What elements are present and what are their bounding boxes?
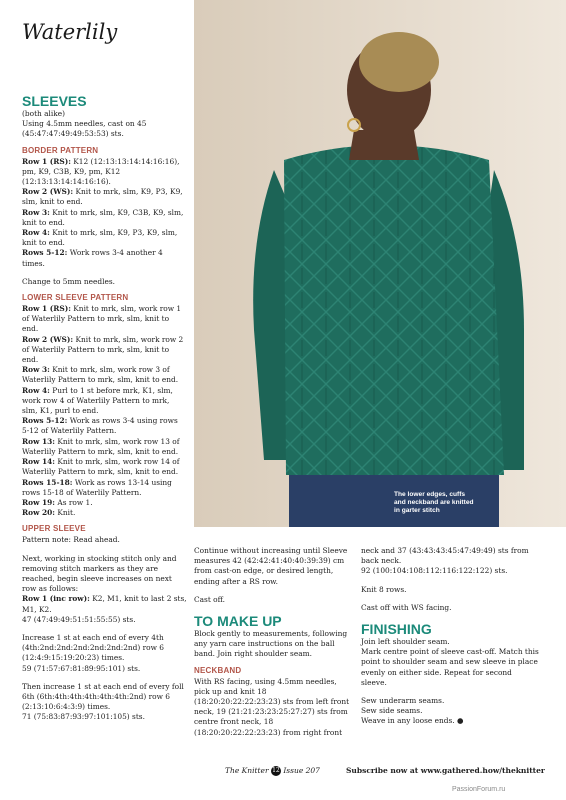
watermark: PassionForum.ru (452, 786, 506, 793)
border-row (22, 228, 187, 248)
lower-row (22, 498, 187, 508)
neckband-heading: NECKBAND (194, 665, 242, 675)
border-rows (22, 157, 187, 269)
lower-row (22, 457, 187, 477)
upper-note: Pattern note: Read ahead. (22, 535, 120, 545)
model-illustration (194, 0, 566, 527)
lower-rows (22, 304, 187, 518)
lower-row-text: Knit to mrk, slm, work row 3 of Waterlily Pattern to mrk, slm, knit to end. (22, 365, 179, 385)
inc-label: Row 1 (inc row): (22, 594, 90, 604)
lower-row-text: Knit. (55, 508, 76, 518)
lower-row-text: Knit to mrk, slm, work row 2 of Waterlily Pattern to mrk, slm, knit to end. (22, 334, 184, 365)
border-row-text: Work rows 3-4 another 4 times. (22, 248, 163, 268)
upper-inc-row (22, 594, 187, 614)
column-left (22, 93, 187, 723)
upper-p3b: 71 (75:83:87:93:97:101:105) sts. (22, 712, 145, 722)
lower-row (22, 335, 187, 366)
upper-p2b: 59 (71:57:67:81:89:95:101) sts. (22, 663, 141, 673)
border-row-text: K12 (12:13:13:14:14:16:16), pm, K9, C3B, K9, pm, K12 (12:13:13:14:14:16:16). (22, 156, 180, 187)
col3-p3: Cast off with WS facing. (361, 602, 452, 612)
col2-p1: Continue without increasing until Sleeve measures 42 (42:42:41:40:40:39:39) cm from cast-on edge, or desired length, ending after a RS row. (194, 546, 348, 586)
lower-row-text: Work as rows 13-14 using rows 15-18 of Waterlily Pattern. (22, 477, 172, 497)
border-row-label: Row 1 (RS): (22, 156, 71, 166)
column-middle (194, 546, 352, 738)
neckband-text: With RS facing, using 4.5mm needles, pick up and knit 18 (18:20:20:22:22:23:23) sts from left front neck, 19 (21:21:23:23:25:27:27) sts from centre front neck, 18 (18:20:20:22:22:23:23) from right front (194, 676, 350, 737)
magazine-name: The Knitter (225, 766, 269, 775)
sleeves-heading: SLEEVES (22, 93, 87, 109)
model-photo (194, 0, 566, 527)
photo-caption: The lower edges, cuffs and neckband are knitted in garter stitch (394, 491, 474, 514)
lower-row-text: Knit to mrk, slm, work row 1 of Waterlily Pattern to mrk, slm, knit to end. (22, 304, 182, 334)
make-up-text: Block gently to measurements, following any yarn care instructions on the ball band. Join right shoulder seam. (194, 629, 348, 659)
end-mark-icon: ● (456, 716, 464, 726)
lower-row (22, 437, 187, 457)
border-row (22, 187, 187, 207)
fin5-text: Weave in any loose ends. (361, 716, 455, 726)
lower-row-text: Work as rows 3-4 using rows 5-12 of Waterlily Pattern. (22, 416, 178, 436)
lower-heading: LOWER SLEEVE PATTERN (22, 293, 129, 303)
border-row-text: Knit to mrk, slm, K9, P3, K9, slm, knit to end. (22, 228, 178, 248)
column-right (361, 546, 539, 727)
lower-row-label: Row 2 (WS): (22, 334, 74, 344)
border-row-label: Rows 5-12: (22, 248, 68, 258)
issue-number: Issue 207 (283, 766, 320, 775)
lower-row-label: Row 14: (22, 457, 56, 467)
lower-row (22, 386, 187, 417)
lower-row-label: Row 4: (22, 385, 50, 395)
upper-p1: Next, working in stocking stitch only and removing stitch markers as they are reached, begin sleeve increases on next row as follows: (22, 553, 177, 594)
border-row-label: Row 4: (22, 228, 50, 238)
border-row (22, 248, 187, 268)
upper-inc-count: 47 (47:49:49:51:51:55:55) sts. (22, 614, 136, 624)
page-title: Waterlily (22, 20, 118, 44)
fin5 (361, 716, 539, 726)
border-heading: BORDER PATTERN (22, 145, 99, 155)
border-row-text: Knit to mrk, slm, K9, C3B, K9, slm, knit to end. (22, 207, 184, 227)
change-needles: Change to 5mm needles. (22, 276, 115, 286)
lower-row (22, 416, 187, 436)
upper-heading: UPPER SLEEVE (22, 524, 86, 534)
col2-p2: Cast off. (194, 594, 225, 604)
border-row-label: Row 2 (WS): (22, 187, 74, 197)
lower-row (22, 478, 187, 498)
sleeves-sub: (both alike) (22, 109, 66, 118)
lower-row-label: Row 13: (22, 436, 56, 446)
lower-row-label: Rows 15-18: (22, 477, 73, 487)
footer-left (225, 766, 320, 776)
col3-p1b: 92 (100:104:108:112:116:122:122) sts. (361, 566, 508, 576)
lower-row-label: Row 3: (22, 365, 50, 375)
col3-p1: neck and 37 (43:43:43:45:47:49:49) sts from back neck. (361, 546, 529, 566)
sleeves-intro: Using 4.5mm needles, cast on 45 (45:47:47:49:49:53:53) sts. (22, 119, 147, 139)
lower-row (22, 508, 187, 518)
lower-row-text: Knit to mrk, slm, work row 13 of Waterlily Pattern to mrk, slm, knit to end. (22, 436, 180, 456)
border-row-label: Row 3: (22, 207, 50, 217)
border-row-text: Knit to mrk, slm, K9, P3, K9, slm, knit to end. (22, 187, 183, 207)
subscribe-link[interactable]: Subscribe now at www.gathered.how/theknitter (346, 766, 545, 775)
lower-row-text: As row 1. (55, 497, 93, 507)
fin3: Sew underarm seams. (361, 696, 445, 706)
lower-row-label: Row 19: (22, 497, 56, 507)
lower-row-label: Rows 5-12: (22, 416, 68, 426)
upper-p2: Increase 1 st at each end of every 4th (4th:2nd:2nd:2nd:2nd:2nd:2nd) row 6 (12:4:9:15:19:20:23) times. (22, 632, 165, 663)
border-row (22, 208, 187, 228)
border-row (22, 157, 187, 188)
fin1: Join left shoulder seam. (361, 637, 450, 647)
finishing-heading: FINISHING (361, 621, 432, 638)
lower-row (22, 365, 187, 385)
lower-row (22, 304, 187, 335)
fin4: Sew side seams. (361, 706, 423, 716)
lower-row-label: Row 20: (22, 508, 56, 518)
lower-row-text: Knit to mrk, slm, work row 14 of Waterlily Pattern to mrk, slm, knit to end. (22, 457, 180, 477)
col3-p2: Knit 8 rows. (361, 584, 407, 594)
lower-row-text: Purl to 1 st before mrk, K1, slm, work row 4 of Waterlily Pattern to mrk, slm, K1, purl to end. (22, 385, 173, 416)
fin2: Mark centre point of sleeve cast-off. Match this point to shoulder seam and sew sleeve in place evenly on either side. Repeat for second sleeve. (361, 647, 539, 687)
page-number: 12 (272, 767, 280, 774)
lower-row-label: Row 1 (RS): (22, 304, 71, 314)
inc-text: K2, M1, knit to last 2 sts, M1, K2. (22, 594, 187, 614)
make-up-heading: TO MAKE UP (194, 613, 282, 630)
upper-p3: Then increase 1 st at each end of every foll 6th (6th:4th:4th:4th:4th:4th:2nd) row 6 (2:13:10:6:4:3:9) times. (22, 681, 184, 712)
